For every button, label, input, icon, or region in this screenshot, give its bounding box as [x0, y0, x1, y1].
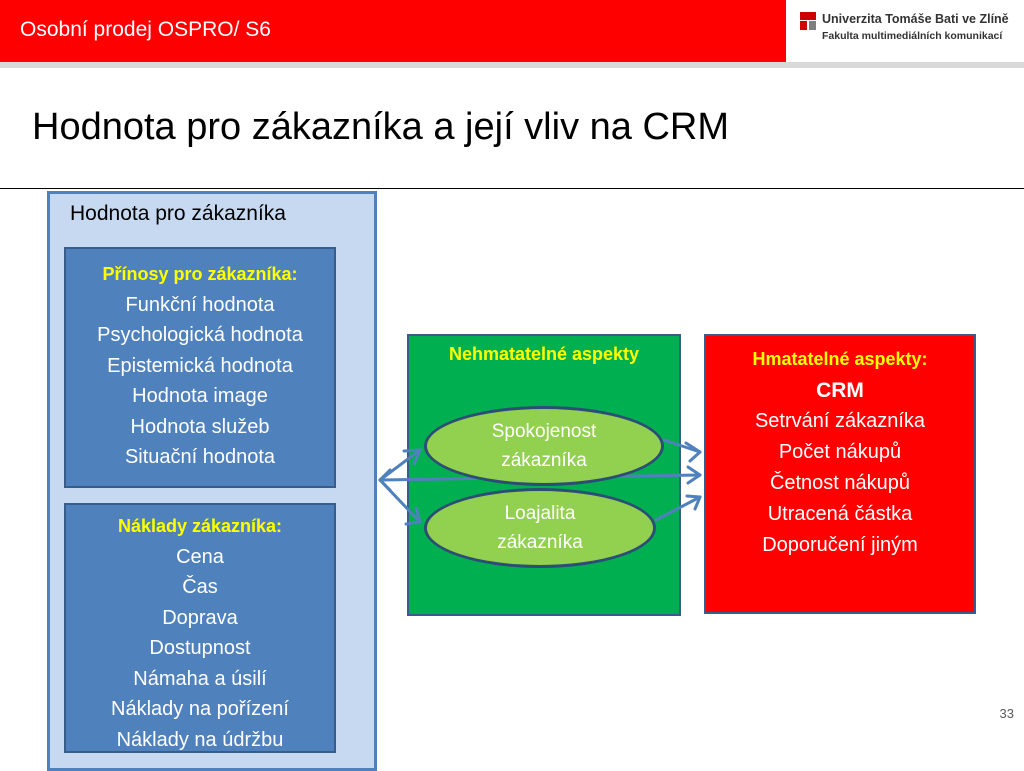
benefit-item: Hodnota služeb [130, 415, 270, 438]
customer-value-label: Hodnota pro zákazníka [70, 202, 286, 225]
loyalty-line: Loajalita [504, 503, 576, 524]
benefit-item: Situační hodnota [124, 446, 276, 468]
tangible-heading: Hmatatelné aspekty: [752, 349, 928, 369]
cost-item: Cena [176, 545, 224, 568]
tangible-item: Počet nákupů [778, 441, 902, 463]
satisfaction-line: Spokojenost [491, 421, 597, 442]
crm-label: CRM [816, 379, 864, 402]
benefit-item: Hodnota image [132, 385, 268, 407]
cost-item: Dostupnost [149, 637, 251, 659]
cost-item: Náklady na pořízení [111, 698, 289, 720]
tangible-item: Utracená částka [767, 503, 913, 525]
university-name: Univerzita Tomáše Bati ve Zlíně [822, 12, 1009, 26]
costs-heading: Náklady zákazníka: [117, 516, 283, 536]
customer-costs-box [64, 503, 336, 753]
cost-item: Námaha a úsilí [133, 667, 267, 690]
benefit-item: Funkční hodnota [125, 293, 275, 316]
cost-item: Doprava [162, 606, 238, 629]
arrowhead-tangible [688, 467, 700, 483]
title-rule [0, 188, 1024, 189]
cost-item: Čas [182, 576, 218, 598]
arrow-back-left [380, 470, 390, 490]
satisfaction-ellipse [424, 406, 664, 486]
faculty-name: Fakulta multimediálních komunikací [822, 30, 1003, 42]
tangible-aspects-box [704, 334, 976, 614]
tangible-item: Četnost nákupů [769, 472, 911, 494]
customer-benefits-box [64, 247, 336, 488]
tangible-item: Setrvání zákazníka [754, 410, 926, 432]
intangible-heading: Nehmatatelné aspekty [448, 344, 640, 364]
loyalty-line: zákazníka [497, 532, 583, 553]
arrowhead-loyalty-tangible [687, 496, 700, 509]
page-number: 33 [999, 706, 1014, 721]
slide-title: Hodnota pro zákazníka a její vliv na CRM [32, 106, 729, 148]
course-title: Osobní prodej OSPRO/ S6 [20, 18, 271, 41]
tangible-item: Doporučení jiným [762, 534, 918, 556]
loyalty-ellipse [424, 488, 656, 568]
header-divider [0, 62, 1024, 68]
utb-logo-mark-icon [800, 12, 816, 30]
benefit-item: Epistemická hodnota [107, 354, 293, 377]
benefits-heading: Přínosy pro zákazníka: [102, 264, 298, 284]
satisfaction-line: zákazníka [501, 450, 587, 471]
university-logo [800, 10, 1020, 54]
arrowhead-satisfaction-tangible [686, 443, 700, 461]
cost-item: Náklady na údržbu [116, 728, 284, 751]
benefit-item: Psychologická hodnota [97, 324, 303, 346]
